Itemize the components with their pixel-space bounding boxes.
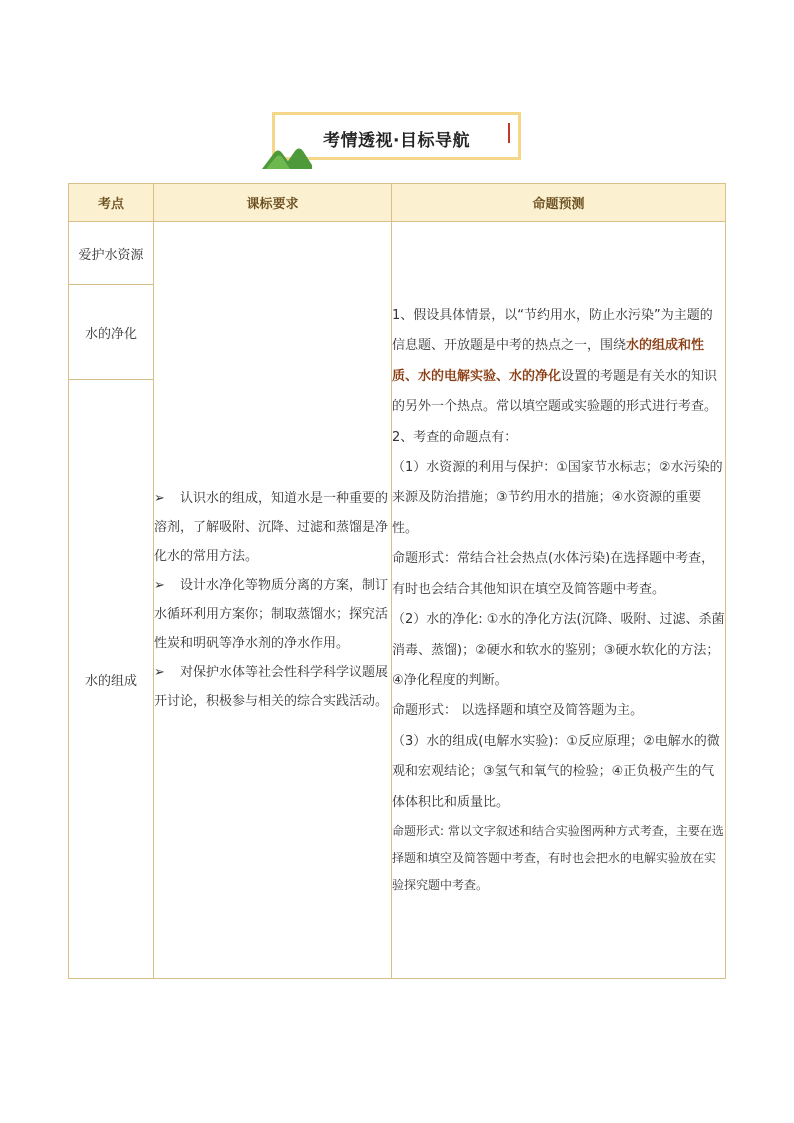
table-row: [69, 222, 726, 285]
requirements-cell: [154, 222, 392, 979]
topic-cell: 水的组成: [69, 380, 154, 979]
header-requirements: 课标要求: [154, 184, 392, 222]
prediction-paragraph: 命题形式：常结合社会热点(水体污染)在选择题中考查，有时也会结合其他知识在填空及简答题中考查。: [392, 551, 715, 597]
prediction-paragraph: （3）水的组成(电解水实验)：①反应原理；②电解水的微观和宏观结论；③氢气和氧气的检验；④正负极产生的气体体积比和质量比。: [392, 733, 720, 810]
prediction-paragraph: 命题形式： 以选择题和填空及简答题为主。: [392, 703, 644, 719]
prediction-paragraph: 1、假设具体情景，以“节约用水，防止水污染”为主题的信息题、开放题是中考的热点之一，围绕水的组成和性质、水的电解实验、水的净化设置的考题是有关水的知识的另外一个热点。常以填空题或实验题的形式进行考查。: [392, 308, 718, 415]
highlight-text: 水的组成和性质、水的电解实验、水的净化: [392, 338, 705, 384]
topic-cell: 水的净化: [69, 285, 154, 380]
prediction-paragraph: 命题形式: 常以文字叙述和结合实验图两种方式考查，主要在选择题和填空及简答题中考查，有时也会把水的电解实验放在实验探究题中考查。: [392, 823, 724, 892]
exam-overview-table: [68, 183, 726, 979]
requirement-item: ➢ 对保护水体等社会性科学科学议题展开讨论，积极参与相关的综合实践活动。: [154, 658, 391, 716]
arrow-icon: ➢: [154, 491, 165, 506]
header-prediction: 命题预测: [392, 184, 726, 222]
header-topic: 考点: [69, 184, 154, 222]
requirement-item: ➢ 设计水净化等物质分离的方案，制订水循环利用方案你；制取蒸馏水；探究活性炭和明矾等净水剂的净水作用。: [154, 571, 391, 658]
prediction-paragraph: （2）水的净化: ①水的净化方法(沉降、吸附、过滤、杀菌消毒、蒸馏)；②硬水和软水的鉴别；③硬水软化的方法；④净化程度的判断。: [392, 612, 725, 688]
prediction-cell: [392, 222, 726, 979]
arrow-icon: ➢: [154, 578, 165, 593]
table-header-row: [69, 184, 726, 222]
topic-cell: 爱护水资源: [69, 222, 154, 285]
arrow-icon: ➢: [154, 665, 165, 680]
hills-icon: [262, 143, 312, 169]
banner-accent-mark: [508, 123, 510, 143]
requirement-item: ➢ 认识水的组成，知道水是一种重要的溶剂，了解吸附、沉降、过滤和蒸馏是净化水的常用方法。: [154, 484, 391, 571]
prediction-paragraph: 2、考查的命题点有：: [392, 429, 518, 445]
section-title: 考情透视·目标导航: [323, 131, 470, 151]
prediction-paragraph: （1）水资源的利用与保护：①国家节水标志；②水污染的来源及防治措施；③节约用水的措施；④水资源的重要性。: [392, 460, 723, 536]
